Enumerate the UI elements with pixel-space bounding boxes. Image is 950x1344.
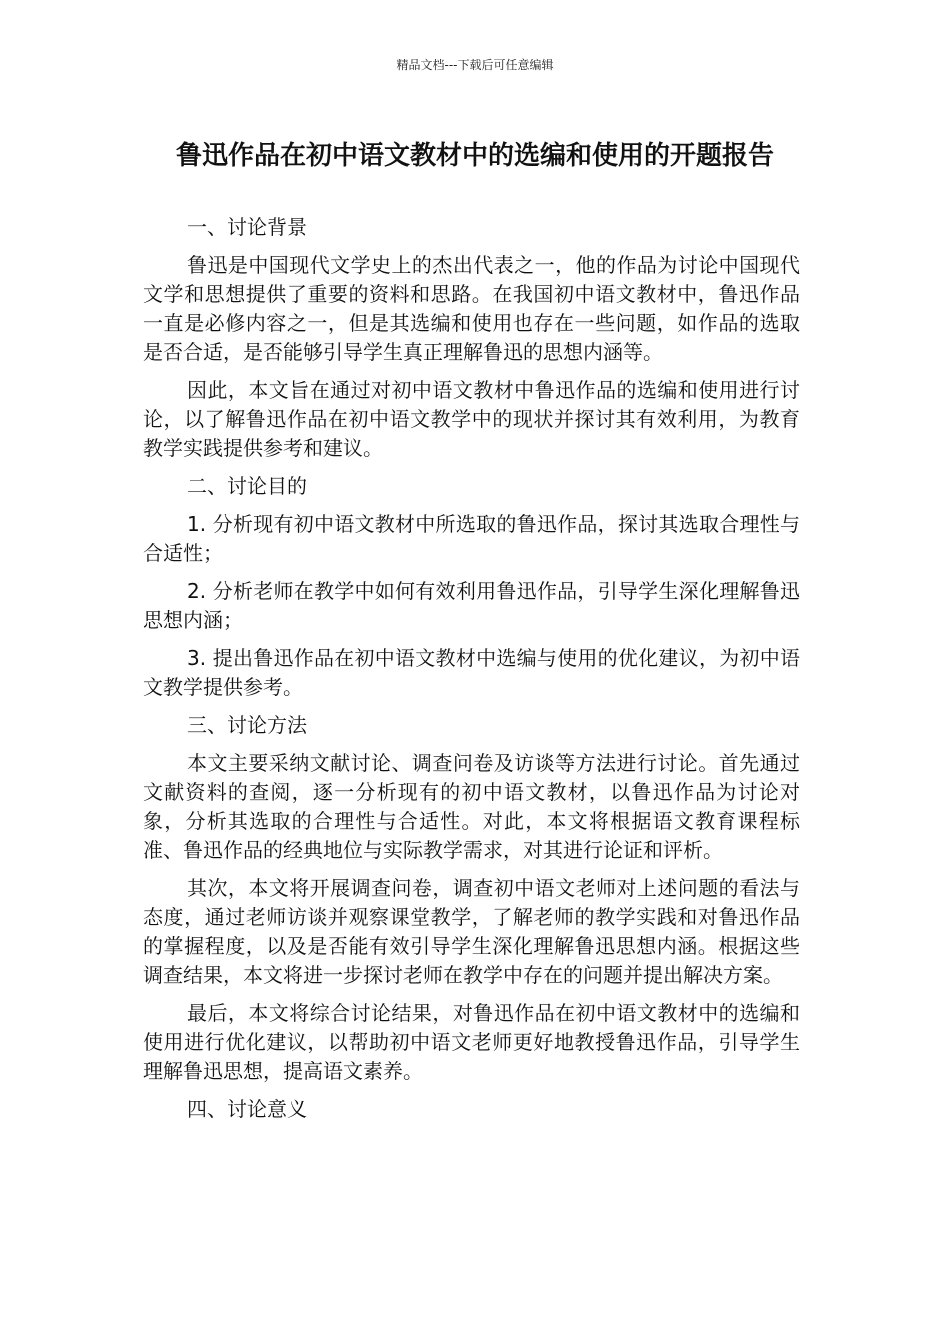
document-title: 鲁迅作品在初中语文教材中的选编和使用的开题报告 (175, 141, 774, 171)
paragraph-method-1: 本文主要采纳文献讨论、调查问卷及访谈等方法进行讨论。首先通过文献资料的查阅，逐一分析现有的初中语文教材，以鲁迅作品为讨论对象，分析其选取的合理性与合适性。对此，本文将根据语文教育课程标准、鲁迅作品的经典地位与实际教学需求，对其进行论证和评析。 (143, 751, 800, 862)
purpose-item-3: 3. 提出鲁迅作品在初中语文教材中选编与使用的优化建议，为初中语文教学提供参考。 (143, 646, 800, 699)
purpose-item-1: 1. 分析现有初中语文教材中所选取的鲁迅作品，探讨其选取合理性与合适性； (143, 512, 800, 565)
paragraph-background-1: 鲁迅是中国现代文学史上的杰出代表之一，他的作品为讨论中国现代文学和思想提供了重要的资料和思路。在我国初中语文教材中，鲁迅作品一直是必修内容之一，但是其选编和使用也存在一些问题，如作品的选取是否合适，是否能够引导学生真正理解鲁迅的思想内涵等。 (143, 253, 800, 364)
header-note: 精品文档---下载后可任意编辑 (396, 58, 554, 72)
paragraph-background-2: 因此，本文旨在通过对初中语文教材中鲁迅作品的选编和使用进行讨论，以了解鲁迅作品在初中语文教学中的现状并探讨其有效利用，为教育教学实践提供参考和建议。 (143, 378, 800, 460)
document-body (143, 213, 800, 1133)
paragraph-method-2: 其次，本文将开展调查问卷，调查初中语文老师对上述问题的看法与态度，通过老师访谈并观察课堂教学，了解老师的教学实践和对鲁迅作品的掌握程度，以及是否能有效引导学生深化理解鲁迅思想内涵。根据这些调查结果，本文将进一步探讨老师在教学中存在的问题并提出解决方案。 (143, 876, 800, 987)
section-heading-significance: 四、讨论意义 (187, 1097, 307, 1121)
section-heading-purpose: 二、讨论目的 (187, 474, 307, 498)
section-heading-method: 三、讨论方法 (187, 713, 307, 737)
purpose-item-2: 2. 分析老师在教学中如何有效利用鲁迅作品，引导学生深化理解鲁迅思想内涵； (143, 579, 800, 632)
paragraph-method-3: 最后，本文将综合讨论结果，对鲁迅作品在初中语文教材中的选编和使用进行优化建议，以帮助初中语文老师更好地教授鲁迅作品，引导学生理解鲁迅思想，提高语文素养。 (143, 1001, 800, 1083)
section-heading-background: 一、讨论背景 (187, 215, 307, 239)
